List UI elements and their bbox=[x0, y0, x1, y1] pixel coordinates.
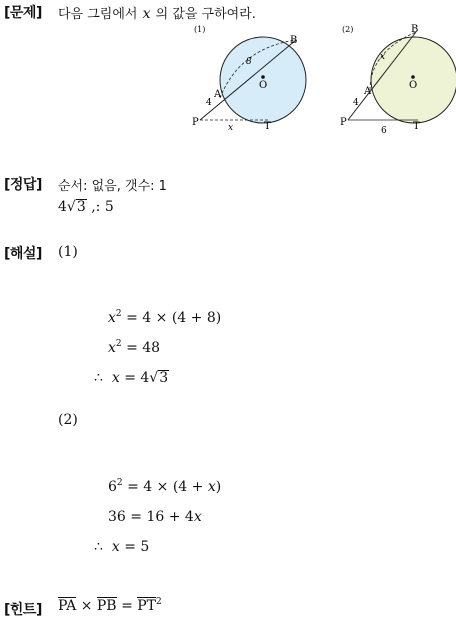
l1-rhs: = 4 × (4 + 8) bbox=[126, 310, 222, 326]
l6-eq: = 5 bbox=[124, 539, 150, 555]
solution-line-6 bbox=[94, 539, 149, 555]
solution-line-4 bbox=[108, 479, 221, 495]
figure-2-point-a: A bbox=[364, 86, 372, 97]
l2-rhs: = 48 bbox=[126, 340, 161, 356]
answer-radicand: 3 bbox=[76, 199, 86, 215]
figure-1 bbox=[190, 22, 315, 138]
figure-1-seg-pt: x bbox=[228, 123, 234, 133]
l4-rhs: = 4 × (4 + bbox=[127, 479, 208, 495]
solution-line-1 bbox=[108, 310, 221, 326]
sqrt-icon: √ bbox=[149, 370, 159, 386]
therefore-icon: ∴ bbox=[94, 370, 103, 386]
therefore-icon: ∴ bbox=[94, 539, 103, 555]
l5-var: x bbox=[193, 509, 202, 525]
figure-2 bbox=[338, 22, 456, 138]
hint-pt: PT bbox=[137, 598, 157, 614]
figure-2-tag: (2) bbox=[342, 25, 354, 34]
figure-2-point-b: B bbox=[411, 24, 419, 35]
l1-exp: 2 bbox=[115, 309, 122, 319]
figure-1-center-dot bbox=[261, 75, 265, 79]
problem-text-after: 의 값을 구하여라. bbox=[155, 7, 256, 22]
figure-1-seg-ab: 8 bbox=[246, 57, 252, 67]
figure-1-point-t: T bbox=[264, 121, 271, 132]
problem-text-before: 다음 그림에서 bbox=[58, 7, 138, 22]
solution-line-5 bbox=[108, 509, 202, 525]
l3-eq: = 4 bbox=[124, 370, 150, 386]
l2-exp: 2 bbox=[115, 339, 122, 349]
figure-1-tag: (1) bbox=[194, 25, 206, 34]
l4-close: ) bbox=[215, 479, 222, 495]
hint-eq: = bbox=[121, 598, 133, 614]
figure-2-point-t: T bbox=[413, 121, 420, 132]
answer-meta: 순서: 없음, 갯수: 1 bbox=[58, 179, 167, 194]
figure-2-center-dot bbox=[411, 75, 415, 79]
l1-var: x bbox=[108, 310, 116, 326]
figure-2-point-p: P bbox=[340, 117, 347, 128]
l6-var: x bbox=[111, 539, 120, 555]
l4-base: 6 bbox=[108, 479, 117, 495]
hint-label: [힌트] bbox=[4, 602, 42, 618]
hint-formula bbox=[58, 597, 162, 614]
figure-2-seg-ab: x bbox=[380, 52, 386, 62]
problem-statement bbox=[58, 3, 256, 22]
solution-part1-tag: (1) bbox=[58, 244, 78, 260]
hint-pa: PA bbox=[58, 598, 77, 614]
figure-2-seg-pa: 4 bbox=[353, 98, 359, 108]
figure-2-point-o: O bbox=[409, 80, 418, 91]
solution-label: [해설] bbox=[4, 246, 42, 262]
sqrt-icon: √ bbox=[66, 199, 76, 215]
problem-label: [문제] bbox=[4, 5, 42, 21]
hint-times: × bbox=[80, 598, 93, 614]
answer-value bbox=[58, 199, 114, 215]
l4-var: x bbox=[207, 479, 216, 495]
answer-tail: ,: 5 bbox=[91, 199, 114, 215]
figure-1-point-b: B bbox=[290, 35, 298, 46]
solution-part2-tag: (2) bbox=[58, 412, 78, 428]
l4-exp: 2 bbox=[116, 478, 123, 488]
hint-pb: PB bbox=[96, 598, 117, 614]
hint-exp: 2 bbox=[156, 597, 162, 607]
answer-label: [정답] bbox=[4, 177, 42, 193]
figure-1-seg-pa: 4 bbox=[206, 98, 212, 108]
l5-lhs: 36 = 16 + 4 bbox=[108, 509, 194, 525]
solution-line-3 bbox=[94, 370, 169, 386]
figure-1-point-p: P bbox=[192, 117, 199, 128]
problem-variable: x bbox=[142, 6, 151, 22]
answer-coef: 4 bbox=[58, 199, 67, 215]
l3-radicand: 3 bbox=[159, 370, 169, 386]
l2-var: x bbox=[108, 340, 116, 356]
l3-var: x bbox=[111, 370, 120, 386]
figure-1-point-a: A bbox=[214, 89, 222, 100]
figure-1-point-o: O bbox=[259, 80, 268, 91]
solution-line-2 bbox=[108, 340, 160, 356]
figure-2-seg-pt: 6 bbox=[381, 126, 387, 136]
